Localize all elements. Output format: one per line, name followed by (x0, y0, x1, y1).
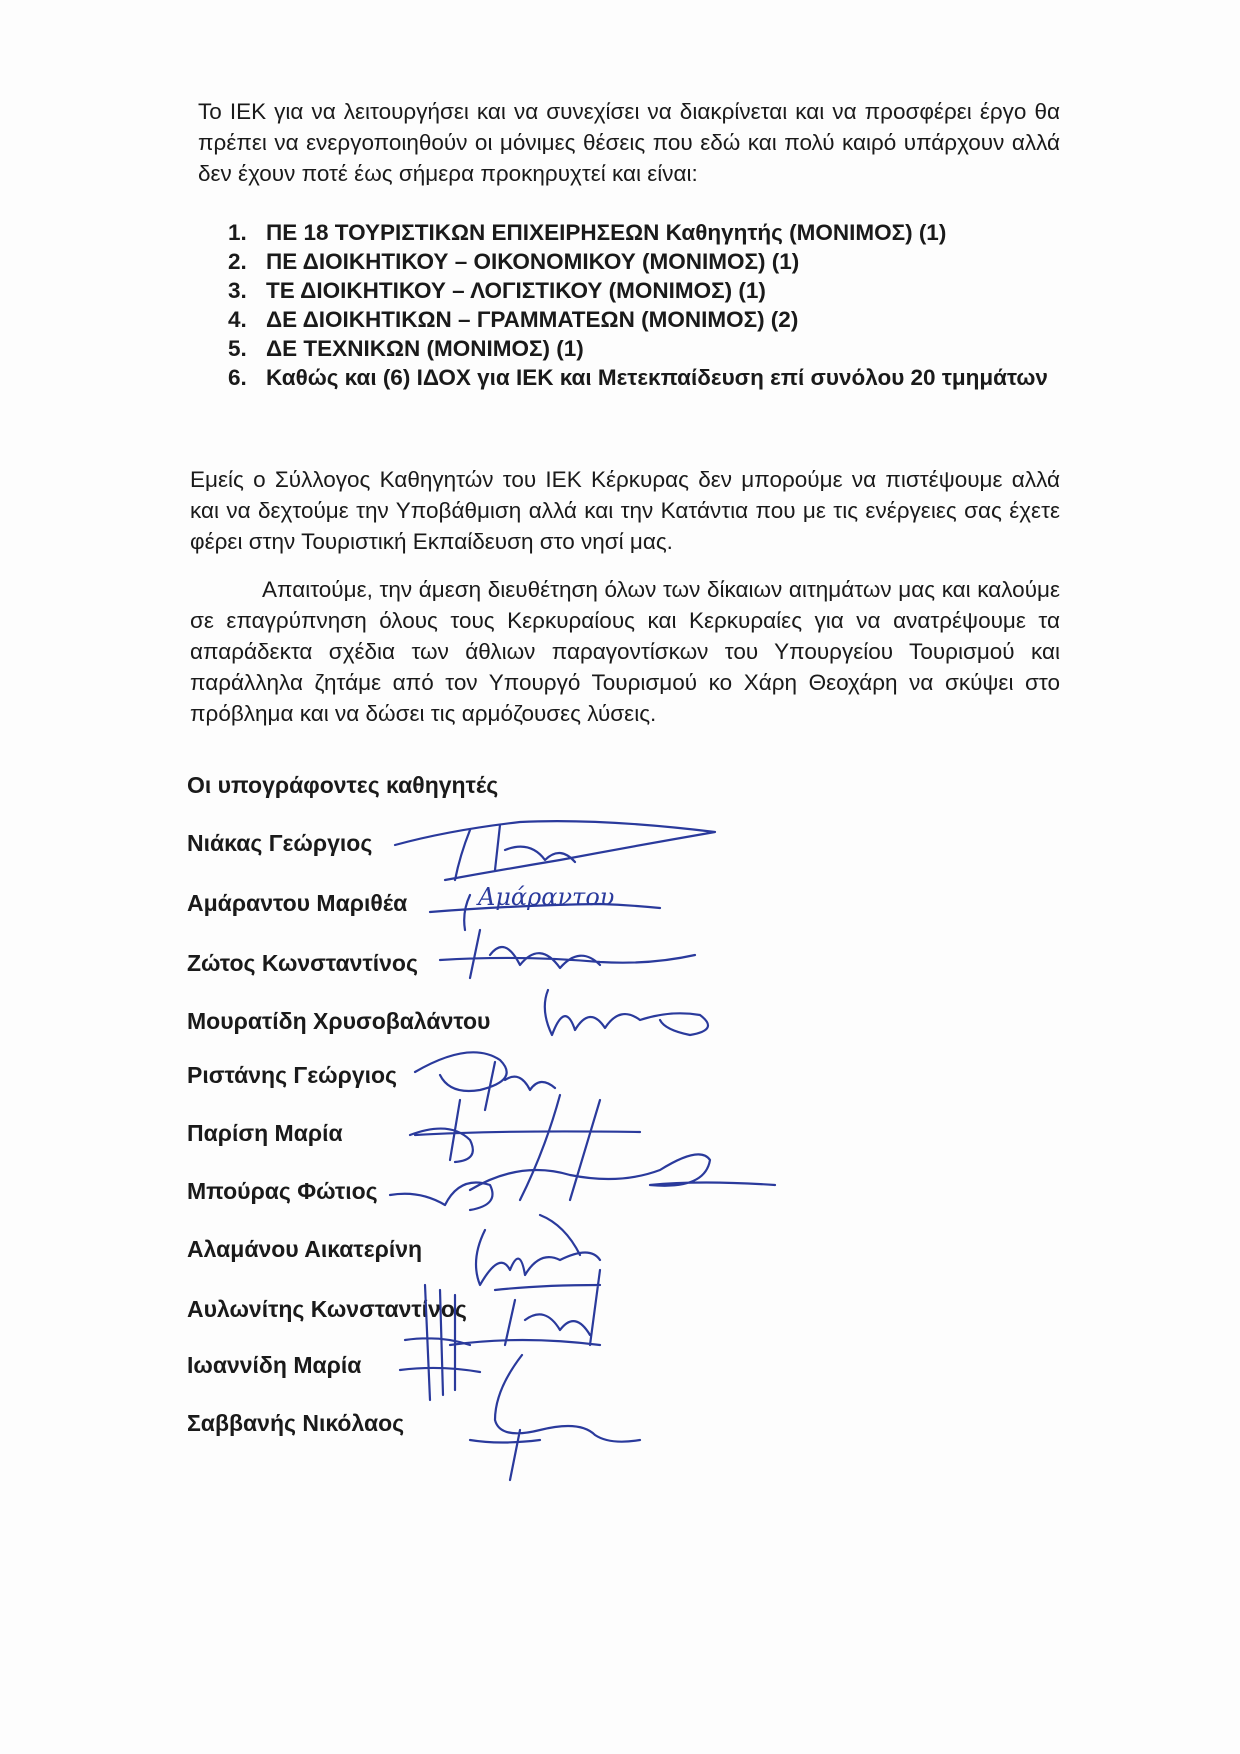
signer-name: Αυλωνίτης Κωνσταντίνος (187, 1296, 467, 1322)
signer-name: Ριστάνης Γεώργιος (187, 1062, 398, 1088)
statement-paragraph: Εμείς ο Σύλλογος Καθηγητών του ΙΕΚ Κέρκυρας δεν μπορούμε να πιστέψουμε αλλά και να δεχτούμε την Υποβάθμιση αλλά και την Κατάντια που με τις ενέργειες σας έχετε φέρει στην Τουριστική Εκπαίδευση στο νησί μας. (190, 467, 1060, 554)
signer-name: Αλαμάνου Αικατερίνη (187, 1236, 423, 1262)
signer-name: Παρίση Μαρία (187, 1120, 343, 1146)
list-item: 2. ΠΕ ΔΙΟΙΚΗΤΙΚΟΥ – ΟΙΚΟΝΟΜΙΚΟΥ (ΜΟΝΙΜΟΣ) (1) (228, 249, 800, 274)
signature-scribble (415, 1052, 555, 1110)
signature-scribble (395, 821, 715, 880)
signature-scribble (390, 1183, 493, 1211)
signature-scribble (430, 895, 660, 930)
list-item: 3. ΤΕ ΔΙΟΙΚΗΤΙΚΟΥ – ΛΟΓΙΣΤΙΚΟΥ (ΜΟΝΙΜΟΣ) (1) (228, 278, 766, 303)
signature-scribble (440, 930, 695, 978)
signer-name: Νιάκας Γεώργιος (187, 830, 373, 856)
signer-name: Ζώτος Κωνσταντίνος (187, 950, 418, 976)
signature-scribble (545, 990, 708, 1035)
signature-scribble (470, 1355, 640, 1480)
signer-name: Αμάραντου Μαριθέα (187, 890, 408, 916)
demand-paragraph: Απαιτούμε, την άμεση διευθέτηση όλων των δίκαιων αιτημάτων μας και καλούμε σε επαγρύπνηση όλους τους Κερκυραίους και Κερκυραίες για να ανατρέψουμε τα απαράδεκτα σχέδια των άθλιων παραγοντίσκων του Υπουργείου Τουρισμού και παράλληλα ζητάμε από τον Υπουργό Τουρισμού κο Χάρη Θεοχάρη να σκύψει στο πρόβλημα και να δώσει τις αρμόζουσες λύσεις. (190, 577, 1060, 726)
signer-name: Ιωαννίδη Μαρία (187, 1352, 362, 1378)
positions-list (228, 218, 1058, 392)
list-item: 5. ΔΕ ΤΕΧΝΙΚΩΝ (ΜΟΝΙΜΟΣ) (1) (228, 336, 584, 361)
signature-scribble (410, 1095, 775, 1200)
signer-name: Σαββανής Νικόλαος (187, 1410, 405, 1436)
list-item: 6. Καθώς και (6) ΙΔΟΧ για ΙΕΚ και Μετεκπαίδευση επί συνόλου 20 τμημάτων (228, 365, 1048, 390)
list-item: 1. ΠΕ 18 ΤΟΥΡΙΣΤΙΚΩΝ ΕΠΙΧΕΙΡΗΣΕΩΝ Καθηγητής (ΜΟΝΙΜΟΣ) (1) (228, 220, 947, 245)
signers-heading: Οι υπογράφοντες καθηγητές (187, 772, 499, 798)
signer-name: Μουρατίδη Χρυσοβαλάντου (187, 1008, 491, 1034)
signature-scribble (476, 1215, 600, 1285)
signer-name: Μπούρας Φώτιος (187, 1178, 378, 1204)
list-item: 4. ΔΕ ΔΙΟΙΚΗΤΙΚΩΝ – ΓΡΑΜΜΑΤΕΩΝ (ΜΟΝΙΜΟΣ) (2) (228, 307, 799, 332)
signature-scribble (450, 1270, 600, 1345)
signature-handwriting: Αμάραντου (478, 883, 615, 911)
intro-paragraph: Το ΙΕΚ για να λειτουργήσει και να συνεχίσει να διακρίνεται και να προσφέρει έργο θα πρέπει να ενεργοποιηθούν οι μόνιμες θέσεις που εδώ και πολύ καιρό υπάρχουν αλλά δεν έχουν ποτέ έως σήμερα προκηρυχτεί και είναι: (198, 99, 1060, 186)
